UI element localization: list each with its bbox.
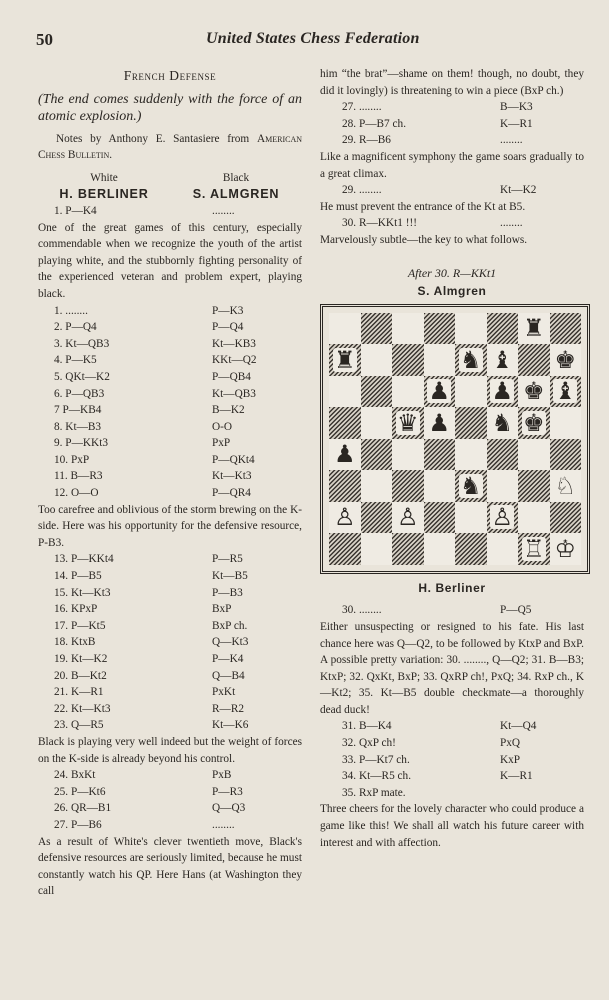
board-square [424,344,456,376]
board-square [518,344,550,376]
black-move: Kt—B5 [212,570,248,583]
black-move: Q—B4 [212,669,245,682]
board-square [550,533,582,565]
board-square [361,313,393,345]
board-square [550,470,582,502]
board-square [329,439,361,471]
move-row [320,785,584,802]
white-move: 11. B—R3 [54,470,103,483]
black-move: KKt—Q2 [212,354,257,367]
board-square [392,439,424,471]
move-row [38,634,302,651]
board-square [392,376,424,408]
white-move: 2. P—Q4 [54,321,97,334]
white-pawn-icon: ♙ [333,503,356,532]
board-square [487,407,519,439]
black-move: Q—Kt3 [212,636,249,649]
move-row [38,601,302,618]
move-row [38,618,302,635]
player-names [38,186,302,203]
board-square [392,313,424,345]
board-square [455,439,487,471]
board-square [550,313,582,345]
white-move: 35. RxP mate. [342,786,406,799]
white-move: 24. BxKt [54,769,96,782]
white-move: 32. QxP ch! [342,737,396,750]
board-square [361,502,393,534]
move-row [320,718,584,735]
move-row [320,116,584,133]
board-square [329,313,361,345]
board-square [550,376,582,408]
black-move: Kt—Q4 [500,720,537,733]
black-player: S. ALMGREN [192,187,280,202]
black-move: PxQ [500,737,521,750]
game-subtitle: (The end comes suddenly with the force of an atomic explosion.) [38,91,302,124]
diagram-bottom-player: H. Berliner [418,580,486,595]
board-square [361,376,393,408]
page-number: 50 [36,30,53,49]
black-bishop-icon: ♝ [491,345,513,374]
black-move: PxB [212,769,232,782]
chess-diagram [320,304,590,574]
move-row [38,585,302,602]
board-square [455,376,487,408]
move-row [320,735,584,752]
notes-prefix: Notes by Anthony E. Santasiere from [56,132,250,145]
move-row [320,215,584,232]
board-square [455,344,487,376]
black-queen-icon: ♛ [396,408,419,437]
white-move: 23. Q—R5 [54,719,104,732]
white-move: 15. Kt—Kt3 [54,586,111,599]
board-square [455,313,487,345]
white-move: 30. R—KKt1 !!! [342,217,417,230]
board-square [487,313,519,345]
black-move: Kt—K6 [212,719,249,732]
white-move: 18. KtxB [54,636,96,649]
move-row [38,319,302,336]
board-square [361,439,393,471]
move-row [38,402,302,419]
white-move: 30. ........ [342,604,382,617]
board-square [361,533,393,565]
white-move: 13. P—KKt4 [54,553,114,566]
move-row [320,132,584,149]
white-pawn-icon: ♙ [396,503,419,532]
black-move: Kt—KB3 [212,337,256,350]
board-square [487,470,519,502]
black-move: KxP [500,753,521,766]
white-move: 27. ........ [342,101,382,114]
black-move [492,785,584,802]
move-row [38,684,302,701]
white-move: 21. K—R1 [54,686,104,699]
board-square [455,407,487,439]
move-row [320,602,584,619]
white-knight-icon: ♘ [554,471,576,500]
board-square [518,470,550,502]
white-move: 34. Kt—R5 ch. [342,770,412,783]
black-king-icon: ♚ [554,345,576,374]
move-row [38,551,302,568]
black-move: P—R5 [212,553,243,566]
white-pawn-icon: ♙ [491,503,513,532]
white-move: 17. P—Kt5 [54,619,106,632]
board-square [329,407,361,439]
black-pawn-icon: ♟ [491,377,513,406]
right-top-flow [320,66,584,249]
left-move-flow [38,203,302,900]
white-move: 33. P—Kt7 ch. [342,753,410,766]
annotation-paragraph: Like a magnificent symphony the game soars gradually to a great climax. [320,150,584,180]
black-knight-icon: ♞ [459,471,482,500]
board-square [550,407,582,439]
black-move: ........ [212,204,235,217]
board-square [455,470,487,502]
black-move: K—R1 [500,117,533,130]
black-king-icon: ♚ [522,408,545,437]
white-move: 5. QKt—K2 [54,370,110,383]
black-move: BxP [212,603,232,616]
white-move: 27. P—B6 [54,818,102,831]
white-move: 10. PxP [54,453,90,466]
board-square [518,407,550,439]
white-move: 1. ........ [54,304,88,317]
annotation-paragraph: Either unsuspecting or resigned to his fate. His last chance here was Q—Q2, to be followed by KtxP and BxP. A possible pretty variation: 30. ........, Q—Q2; 31. B—B3; KtxP; 32. QxKt, BxP; 33. QxRP ch!, PxQ; 34. RxP ch., K—Kt2; 35. Kt—B5 double checkmate—a thoroughly dead duck! [320,620,584,716]
board-square [550,502,582,534]
black-move: Kt—QB3 [212,387,256,400]
right-bottom-flow [320,602,584,851]
black-move: P—K4 [212,653,244,665]
black-rook-icon: ♜ [522,314,545,343]
game-title: French Defense [123,68,217,83]
board-square [487,502,519,534]
move-row [38,352,302,369]
black-move: P—QKt4 [212,453,255,466]
board-square [455,533,487,565]
black-rook-icon: ♜ [333,345,356,374]
white-move: 12. O—O [54,487,99,500]
black-move: B—K3 [500,101,533,114]
board-square [550,344,582,376]
white-move: 1. P—K4 [54,204,97,217]
move-row [320,768,584,785]
white-move: 20. B—Kt2 [54,669,107,682]
black-knight-icon: ♞ [491,408,513,437]
white-label: White [90,171,118,184]
diagram-top-player: S. Almgren [417,284,487,299]
board-square [392,533,424,565]
white-move: 4. P—K5 [54,354,97,367]
board-square [424,533,456,565]
black-move: PxKt [212,686,236,699]
running-title: United States Chess Federation [206,30,420,47]
black-move: P—Q5 [500,604,532,617]
white-move: 29. R—B6 [342,134,391,147]
move-row [38,468,302,485]
white-move: 25. P—Kt6 [54,785,106,798]
white-move: 26. QR—B1 [54,802,112,815]
board-square [392,470,424,502]
board-square [455,502,487,534]
black-move: PxP [212,437,231,450]
black-move: O-O [212,420,233,433]
move-row [38,767,302,784]
black-pawn-icon: ♟ [428,377,450,406]
black-label: Black [222,171,250,184]
black-move: Q—Q3 [212,802,246,815]
board-square [329,470,361,502]
move-row [320,182,584,199]
black-move: P—B3 [212,586,243,599]
annotation-paragraph: One of the great games of this century, especially commendable when we recognize the youth of the artist playing white, and the stubbornly fighting personality of the experienced veteran and problem expert, playing black. [38,221,302,300]
black-move: ........ [500,134,523,147]
white-king-icon: ♔ [554,534,576,563]
color-labels [38,170,302,187]
move-row [38,386,302,403]
annotation-paragraph: He must prevent the entrance of the Kt at B5. [320,200,526,213]
black-move: P—QR4 [212,487,251,500]
black-move: BxP ch. [212,619,248,632]
white-move: 22. Kt—Kt3 [54,702,111,715]
move-row [38,800,302,817]
diagram-caption: After 30. R—KKt1 [407,265,497,280]
white-move: 19. Kt—K2 [54,653,108,665]
white-move: 14. P—B5 [54,570,102,583]
black-move: P—K3 [212,304,244,317]
black-move: ........ [500,217,523,230]
board-square [424,502,456,534]
black-move: ........ [212,818,235,831]
board-square [329,344,361,376]
board-square [329,376,361,408]
black-move: B—K2 [212,404,245,417]
board-square [329,533,361,565]
board-square [518,533,550,565]
white-move: 8. Kt—B3 [54,420,102,433]
notes-credit [38,131,302,164]
move-row [38,452,302,469]
black-move: P—R3 [212,785,243,798]
board-square [392,407,424,439]
move-row [38,485,302,502]
black-king-icon: ♚ [522,377,545,406]
board-square [487,376,519,408]
board-square [487,533,519,565]
board-square [518,376,550,408]
board-square [361,407,393,439]
move-row [38,336,302,353]
move-row [320,99,584,116]
move-row [38,419,302,436]
black-pawn-icon: ♟ [428,408,450,437]
board-square [424,439,456,471]
white-rook-icon: ♖ [522,534,545,563]
move-row [38,651,302,668]
board-square [392,502,424,534]
board-square [518,313,550,345]
white-move: 9. P—KKt3 [54,437,108,450]
board-square [487,439,519,471]
board-square [361,470,393,502]
board-square [518,502,550,534]
board-square [424,313,456,345]
black-move: Kt—K2 [500,184,537,197]
white-move: 31. B—K4 [342,720,392,733]
board-square [518,439,550,471]
board-square [424,376,456,408]
black-knight-icon: ♞ [459,345,482,374]
move-row [38,303,302,320]
right-column [320,66,584,851]
annotation-paragraph: Marvelously subtle—the key to what follows. [320,233,528,246]
white-move: 6. P—QB3 [54,387,105,400]
annotation-paragraph: him “the brat”—shame on them! though, no doubt, they did it lovingly) is threatening to win a piece (BxP ch.) [320,68,584,97]
left-column [38,66,302,900]
white-move: 29. ........ [342,184,382,197]
move-row [320,752,584,769]
move-row [38,369,302,386]
board-square [424,470,456,502]
white-move: 16. KPxP [54,603,98,616]
board-square [361,344,393,376]
board-square [550,439,582,471]
black-move: P—Q4 [212,321,244,334]
black-pawn-icon: ♟ [333,440,356,469]
white-player: H. BERLINER [59,187,149,202]
black-bishop-icon: ♝ [554,377,576,406]
move-row [38,717,302,734]
white-move: 3. Kt—QB3 [54,337,110,350]
annotation-paragraph: Too carefree and oblivious of the storm brewing on the K-side. Here was his opportunity for the defensive resource, P-B3. [38,503,302,549]
notes-source: American Chess Bulletin. [38,132,303,162]
move-row [38,784,302,801]
board-square [392,344,424,376]
annotation-paragraph: Black is playing very well indeed but the weight of forces on the K-side is already beyond his control. [38,735,302,765]
black-move: P—QB4 [212,370,251,383]
black-move: Kt—Kt3 [212,470,252,483]
black-move: R—R2 [212,702,245,715]
move-row [38,817,302,834]
annotation-paragraph: Three cheers for the lovely character who could produce a game like this! We shall all watch his future career with interest and with affection. [320,803,584,849]
annotation-paragraph: As a result of White's clever twentieth move, Black's defensive resources are seriously limited, because he must constantly watch his QP. Here Hans (at Washington they call [38,835,302,898]
move-row [38,668,302,685]
move-row [38,701,302,718]
move-row [38,568,302,585]
white-move: 28. P—B7 ch. [342,117,407,130]
board-square [424,407,456,439]
board-square [487,344,519,376]
black-move: K—R1 [500,770,533,783]
white-move: 7 P—KB4 [54,404,102,417]
board-square [329,502,361,534]
move-row [38,435,302,452]
move-row [38,203,302,220]
